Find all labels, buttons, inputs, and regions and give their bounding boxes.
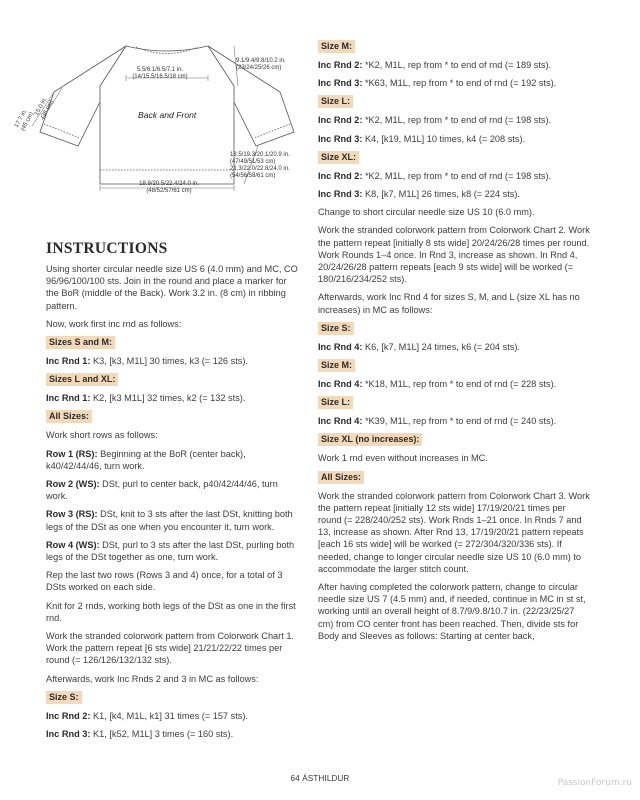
row-2: Row 2 (WS): DSt, purl to center back, p40/42/44/46, turn work. <box>46 479 278 502</box>
row-1: Row 1 (RS): Beginning at the BoR (center back), k40/42/44/46, turn work. <box>46 448 246 471</box>
size-header-xl-noinc: Size XL (no increases): <box>318 433 422 446</box>
chart-3-text: Work the stranded colorwork pattern from Colorwork Chart 3. Work the pattern repeat [initially 12 sts wide] 17/19/20/21 times per round (= 228/240/252 sts). Work Rnds 1–21 once. In Rnds 7 and 13, increase as shown. After Rnd 13, 17/19/20/21 pattern repeats [each 16 sts wide] will be worked (= 272/304/320/336 sts). If needed, change to longer circular needle size US 10 (6.0 mm) to accommodate the larger stitch count. <box>318 490 590 574</box>
size-header-m-2: Size M: <box>318 359 355 372</box>
l-inc3: Inc Rnd 3: K4, [k19, M1L] 10 times, k4 (= 208 sts). <box>318 133 526 144</box>
change-short-text: Change to short circular needle size US 10 (6.0 mm). <box>318 207 535 218</box>
after-completed-text: After having completed the colorwork pattern, change to circular needle size US 7 (4.5 mm) and, if needed, continue in MC in st st, working until an overall height of 8.7/9/9.8/10.7 in. (22/23/25/27 cm) from CO center front has been reached. Then, divide sts for Body and Sleeves as follows: Starting at center back, <box>318 582 586 641</box>
s-inc2: Inc Rnd 2: K1, [k4, M1L, k1] 31 times (= 157 sts). <box>46 710 248 721</box>
chart-1-text: Work the stranded colorwork pattern from Colorwork Chart 1. Work the pattern repeat [6 sts wide] 21/21/22/22 times per round (= 126/126/132/132 sts). <box>46 631 294 666</box>
size-header-sm: Sizes S and M: <box>46 336 115 349</box>
inc1-lxl: Inc Rnd 1: K2, [k3 M1L] 32 times, k2 (= 132 sts). <box>46 393 246 404</box>
page-number: 64 <box>290 774 300 783</box>
dim-yoke: 9.1/9.4/9.8/10.2 in. (23/24/25/26 cm) <box>236 58 286 71</box>
l-inc4: Inc Rnd 4: *K39, M1L, rep from * to end of rnd (= 240 sts). <box>318 416 557 427</box>
dim-width: 18.9/20.5/22.4/24.0 in. (48/52/57/61 cm) <box>139 181 199 194</box>
size-header-l: Size L: <box>318 95 353 108</box>
afterwards-4-text: Afterwards, work Inc Rnd 4 for sizes S, M, and L (size XL has no increases) in MC as follows: <box>318 292 580 315</box>
watermark: PassionForum.ru <box>557 778 632 788</box>
left-column <box>46 240 298 746</box>
back-front-label: Back and Front <box>138 110 197 120</box>
garment-schematic <box>14 34 304 204</box>
dim-sleeve-2: 21.3/22.0/22.8/24.0 in. (54/56/58/61 cm) <box>230 166 290 179</box>
instructions-heading: INSTRUCTIONS <box>46 240 168 257</box>
now-work-text: Now, work first inc rnd as follows: <box>46 318 182 329</box>
size-header-s-2: Size S: <box>318 322 354 335</box>
publication-title: ÁSTHILDUR <box>302 774 350 783</box>
row-4: Row 4 (WS): DSt, purl to 3 sts after the last DSt, purling both legs of the DSt together as one, turn work. <box>46 539 295 563</box>
knit-2-text: Knit for 2 rnds, working both legs of the DSt as one in the first rnd. <box>46 600 296 623</box>
dim-armhole: 15.0 in. (38 cm) <box>34 96 56 121</box>
dim-sleeve: 18.5/19.3/20.1/20.9 in. (47/49/51/53 cm) <box>230 152 290 165</box>
afterwards-text: Afterwards, work Inc Rnds 2 and 3 in MC as follows: <box>46 673 259 684</box>
intro-text: Using shorter circular needle size US 6 (4.0 mm) and MC, CO 96/96/100/100 sts. Join in the round and place a marker for the BoR (middle of the Back). Work 3.2 in. (8 cm) in ribbing pattern. <box>46 264 298 311</box>
dim-neck: 5.5/6.1/6.5/7.1 in. (14/15.5/16.5/18 cm) <box>132 67 188 80</box>
size-header-all: All Sizes: <box>46 410 92 423</box>
dim-body-length: 17.7 in. (45 cm) <box>14 108 36 133</box>
m-inc3: Inc Rnd 3: *K63, M1L, rep from * to end of rnd (= 192 sts). <box>318 78 557 89</box>
s-inc4: Inc Rnd 4: K6, [k7, M1L] 24 times, k6 (= 204 sts). <box>318 341 520 352</box>
row-3: Row 3 (RS): DSt, knit to 3 sts after the last DSt, knitting both legs of the DSt as one when you encounter it, turn work. <box>46 509 293 532</box>
chart-2-text: Work the stranded colorwork pattern from Colorwork Chart 2. Work the pattern repeat [initially 8 sts wide] 20/24/26/28 times per round. Work Rounds 1–4 once. In Rnd 3, increase as shown. In Rnd 4, 20/24/26/28 pattern repeats [each 9 sts wide] will be worked (= 180/216/234/252 sts). <box>318 225 590 285</box>
inc1-sm: Inc Rnd 1: K3, [k3, M1L] 30 times, k3 (= 126 sts). <box>46 356 248 367</box>
right-column <box>318 40 590 648</box>
l-inc2: Inc Rnd 2: *K2, M1L, rep from * to end of rnd (= 198 sts). <box>318 115 552 126</box>
xl-inc3: Inc Rnd 3: K8, [k7, M1L] 26 times, k8 (= 224 sts). <box>318 189 520 200</box>
size-header-m: Size M: <box>318 40 355 53</box>
xl-inc2: Inc Rnd 2: *K2, M1L, rep from * to end of rnd (= 198 sts). <box>318 170 552 181</box>
size-header-all-2: All Sizes: <box>318 471 364 484</box>
m-inc4: Inc Rnd 4: *K18, M1L, rep from * to end of rnd (= 228 sts). <box>318 379 557 390</box>
size-header-lxl: Sizes L and XL: <box>46 373 118 386</box>
size-header-l-2: Size L: <box>318 396 353 409</box>
short-rows-text: Work short rows as follows: <box>46 430 158 441</box>
size-header-s: Size S: <box>46 691 82 704</box>
s-inc3: Inc Rnd 3: K1, [k52, M1L] 3 times (= 160 sts). <box>46 729 234 740</box>
m-inc2: Inc Rnd 2: *K2, M1L, rep from * to end of rnd (= 189 sts). <box>318 60 552 70</box>
xl-work-1-text: Work 1 rnd even without increases in MC. <box>318 453 488 464</box>
page-footer <box>0 774 640 783</box>
size-header-xl: Size XL: <box>318 151 359 164</box>
rep-rows-text: Rep the last two rows (Rows 3 and 4) once, for a total of 3 DSts worked on each side. <box>46 570 283 593</box>
